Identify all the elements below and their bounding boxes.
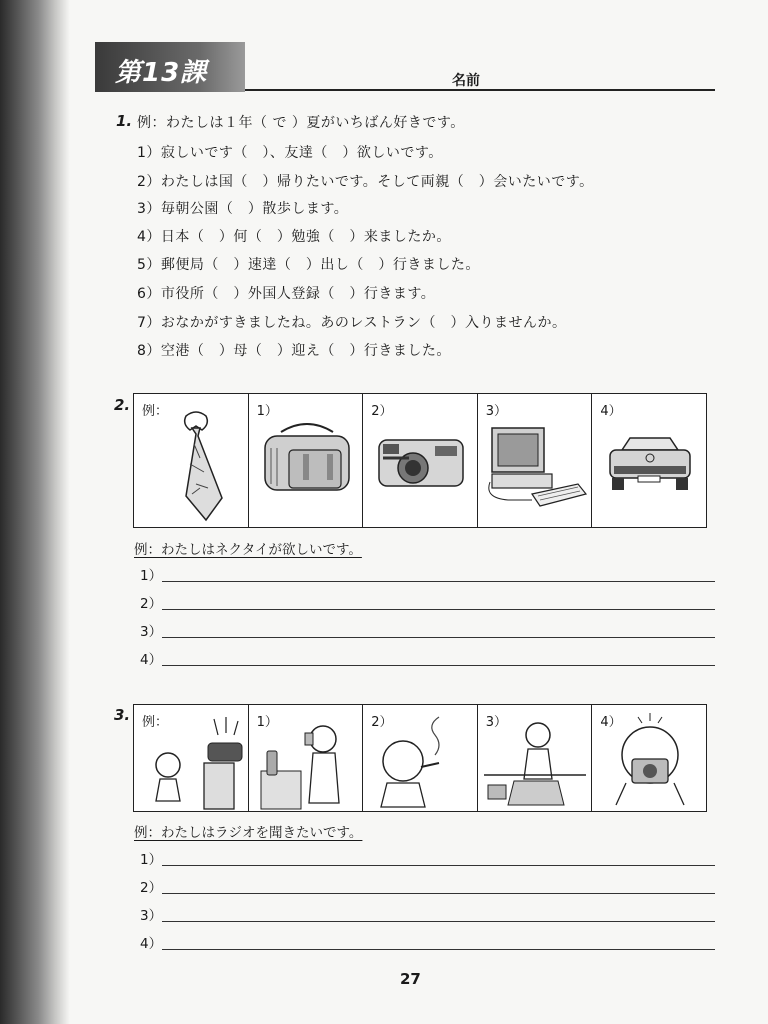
section-1-question-3: 3）毎朝公園（ ）散歩します。 (137, 201, 349, 217)
person-reading-icon (478, 705, 592, 811)
answer-label: 2） (140, 880, 163, 896)
panel-label: 3） (485, 715, 508, 730)
panel-3-computer (478, 394, 593, 527)
panel-1-drinking (249, 705, 364, 811)
section-3-answer-2[interactable] (140, 876, 715, 896)
section-1-question-4: 4）日本（ ）何（ ）勉強（ ）来ましたか。 (137, 229, 451, 245)
section-1-question-1: 1）寂しいです（ ）、友達（ ）欲しいです。 (137, 145, 443, 161)
panel-label: 2） (371, 715, 393, 730)
section-1-question-2: 2）わたしは国（ ）帰りたいです。そして両親（ ）会いたいです。 (137, 174, 594, 190)
panel-example-necktie (134, 394, 249, 527)
section-2-answer-4[interactable] (140, 648, 715, 668)
panel-2-camera (363, 394, 478, 527)
page-number: 27 (400, 970, 421, 988)
panel-example-radio (134, 705, 249, 811)
person-taking-photo-icon (592, 705, 706, 811)
answer-label: 2） (140, 596, 163, 612)
panel-label: 1） (256, 404, 278, 419)
panel-label: 例： (142, 715, 169, 730)
section-1-example: 例：わたしは１年（ で ）夏がいちばん好きです。 (137, 115, 465, 131)
answer-label: 3） (140, 908, 163, 924)
lesson-title: 第13課 (115, 58, 208, 88)
section-2-number: 2. (114, 396, 131, 414)
answer-label: 1） (140, 852, 163, 868)
panel-label: 1） (256, 715, 278, 730)
answer-line (162, 893, 715, 894)
section-3-example: 例：わたしはラジオを聞きたいです。 (134, 825, 363, 841)
section-3-answer-4[interactable] (140, 932, 715, 952)
panel-3-reading (478, 705, 593, 811)
necktie-icon (134, 394, 248, 527)
answer-line (162, 665, 715, 666)
person-drinking-icon (249, 705, 363, 811)
panel-2-smoking (363, 705, 478, 811)
section-2-answer-3[interactable] (140, 620, 715, 640)
section-3-picture-box (133, 704, 707, 812)
panel-1-bag (249, 394, 364, 527)
name-label: 名前 (452, 73, 480, 89)
section-2-answer-2[interactable] (140, 592, 715, 612)
answer-line (162, 949, 715, 950)
answer-line (162, 865, 715, 866)
section-3-answer-1[interactable] (140, 848, 715, 868)
section-2-picture-box (133, 393, 707, 528)
section-1-number: 1. (116, 112, 133, 130)
computer-icon (478, 394, 592, 527)
section-1-question-8: 8）空港（ ）母（ ）迎え（ ）行きました。 (137, 343, 451, 359)
panel-label: 4） (600, 715, 622, 730)
section-1-question-7: 7）おなかがすきましたね。あのレストラン（ ）入りませんか。 (137, 315, 567, 331)
answer-line (162, 921, 715, 922)
answer-label: 4） (140, 652, 163, 668)
panel-label: 4） (600, 404, 622, 419)
section-1-question-6: 6）市役所（ ）外国人登録（ ）行きます。 (137, 286, 436, 302)
answer-line (162, 637, 715, 638)
person-smoking-icon (363, 705, 477, 811)
answer-line (162, 609, 715, 610)
bag-icon (249, 394, 363, 527)
panel-4-photographing (592, 705, 706, 811)
book-spine-shadow (0, 0, 70, 1024)
answer-label: 4） (140, 936, 163, 952)
name-line (245, 89, 715, 91)
section-3-answer-3[interactable] (140, 904, 715, 924)
car-icon (592, 394, 706, 527)
panel-4-car (592, 394, 706, 527)
section-2-answer-1[interactable] (140, 564, 715, 584)
answer-line (162, 581, 715, 582)
section-1-question-5: 5）郵便局（ ）速達（ ）出し（ ）行きました。 (137, 257, 480, 273)
answer-label: 1） (140, 568, 163, 584)
section-3-number: 3. (114, 706, 131, 724)
person-listening-radio-icon (134, 705, 248, 811)
section-2-example: 例：わたしはネクタイが欲しいです。 (134, 542, 362, 558)
panel-label: 例： (142, 404, 169, 419)
panel-label: 2） (371, 404, 393, 419)
camera-icon (363, 394, 477, 527)
answer-label: 3） (140, 624, 163, 640)
panel-label: 3） (485, 404, 508, 419)
